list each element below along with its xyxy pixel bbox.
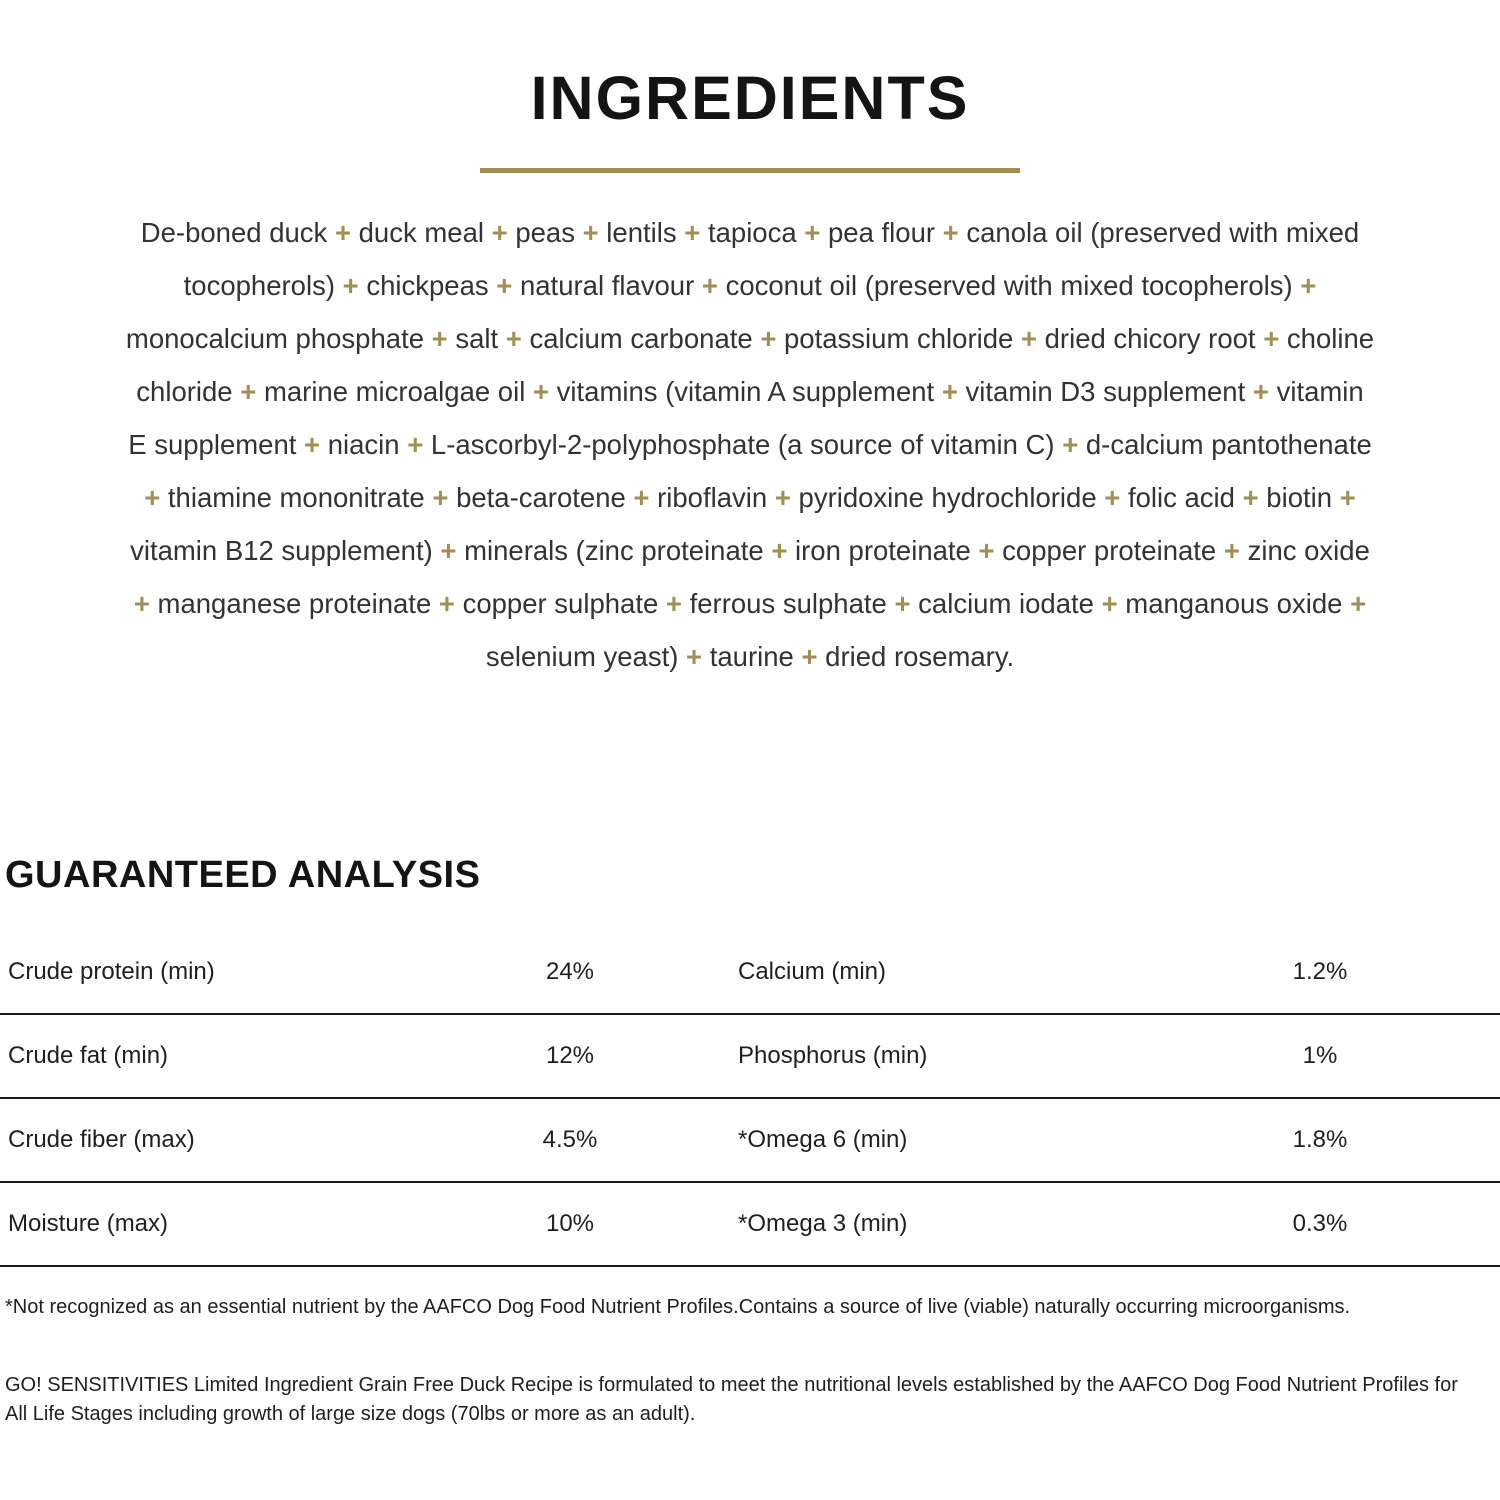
analysis-left-label: Crude fat (min) xyxy=(8,1042,169,1069)
plus-separator: + xyxy=(633,482,650,513)
analysis-row xyxy=(0,1015,1500,1099)
ingredients-line: monocalcium phosphate + salt + calcium carbonate + potassium chloride + dried chicory root + choline xyxy=(125,323,1375,354)
analysis-left-value: 4.5% xyxy=(542,1126,598,1153)
plus-separator: + xyxy=(304,429,321,460)
plus-separator: + xyxy=(582,217,599,248)
plus-separator: + xyxy=(684,217,701,248)
analysis-row xyxy=(0,931,1500,1015)
aafco-footnote: *Not recognized as an essential nutrient by the AAFCO Dog Food Nutrient Profiles.Contains a source of live (viable) naturally occurring microorganisms. xyxy=(5,1296,1351,1318)
analysis-right-label: *Omega 6 (min) xyxy=(738,1126,908,1153)
ingredients-line: selenium yeast) + taurine + dried rosemary. xyxy=(485,641,1015,672)
gold-divider-rule xyxy=(480,168,1020,173)
analysis-left-label: Crude protein (min) xyxy=(8,958,215,985)
page-title: INGREDIENTS xyxy=(530,64,970,132)
analysis-left-label: Crude fiber (max) xyxy=(8,1126,195,1153)
plus-separator: + xyxy=(432,482,449,513)
plus-separator: + xyxy=(978,535,995,566)
plus-separator: + xyxy=(941,376,958,407)
analysis-right-value: 1% xyxy=(1302,1042,1338,1069)
header xyxy=(0,0,1500,173)
ingredients-line: chloride + marine microalgae oil + vitamins (vitamin A supplement + vitamin D3 supplement + vitamin xyxy=(136,376,1364,407)
plus-separator: + xyxy=(505,323,522,354)
analysis-right-value: 1.2% xyxy=(1292,958,1348,985)
plus-separator: + xyxy=(1339,482,1356,513)
plus-separator: + xyxy=(440,535,457,566)
guaranteed-analysis-heading: GUARANTEED ANALYSIS xyxy=(5,854,481,896)
plus-separator: + xyxy=(240,376,257,407)
plus-separator: + xyxy=(407,429,424,460)
plus-separator: + xyxy=(342,270,359,301)
plus-separator: + xyxy=(665,588,682,619)
ingredients-line: + manganese proteinate + copper sulphate + ferrous sulphate + calcium iodate + manganous oxide + xyxy=(133,588,1367,619)
plus-separator: + xyxy=(801,641,818,672)
plus-separator: + xyxy=(1062,429,1079,460)
analysis-row xyxy=(0,1099,1500,1183)
plus-separator: + xyxy=(894,588,911,619)
plus-separator: + xyxy=(1263,323,1280,354)
plus-separator: + xyxy=(774,482,791,513)
plus-separator: + xyxy=(133,588,150,619)
plus-separator: + xyxy=(334,217,351,248)
analysis-right-label: Calcium (min) xyxy=(738,958,887,985)
ingredients-line: E supplement + niacin + L-ascorbyl-2-polyphosphate (a source of vitamin C) + d-calcium pantothenate xyxy=(128,429,1372,460)
plus-separator: + xyxy=(942,217,959,248)
analysis-left-value: 24% xyxy=(545,958,595,985)
aafco-statement: GO! SENSITIVITIES Limited Ingredient Grain Free Duck Recipe is formulated to meet the nutritional levels established by the AAFCO Dog Food Nutrient Profiles for All Life Stages including growth of large size dogs (70lbs or more as an adult). xyxy=(5,1374,1458,1425)
analysis-right-label: *Omega 3 (min) xyxy=(738,1210,908,1237)
analysis-left-label: Moisture (max) xyxy=(8,1210,169,1237)
plus-separator: + xyxy=(1300,270,1317,301)
analysis-right-label: Phosphorus (min) xyxy=(738,1042,928,1069)
analysis-row xyxy=(0,1183,1500,1267)
plus-separator: + xyxy=(1223,535,1240,566)
plus-separator: + xyxy=(431,323,448,354)
ingredients-line: De-boned duck + duck meal + peas + lentils + tapioca + pea flour + canola oil (preserved with mixed xyxy=(140,217,1360,248)
plus-separator: + xyxy=(1242,482,1259,513)
plus-separator: + xyxy=(496,270,513,301)
analysis-left-value: 12% xyxy=(545,1042,595,1069)
plus-separator: + xyxy=(686,641,703,672)
plus-separator: + xyxy=(1350,588,1367,619)
plus-separator: + xyxy=(1104,482,1121,513)
plus-separator: + xyxy=(438,588,455,619)
analysis-left-value: 10% xyxy=(545,1210,595,1237)
plus-separator: + xyxy=(1020,323,1037,354)
plus-separator: + xyxy=(144,482,161,513)
guaranteed-analysis-table xyxy=(0,931,1500,1267)
plus-separator: + xyxy=(771,535,788,566)
ingredients-list xyxy=(0,206,1500,683)
analysis-right-value: 0.3% xyxy=(1292,1210,1348,1237)
plus-separator: + xyxy=(491,217,508,248)
plus-separator: + xyxy=(1101,588,1118,619)
plus-separator: + xyxy=(804,217,821,248)
ingredients-line: tocopherols) + chickpeas + natural flavour + coconut oil (preserved with mixed tocopherols) + xyxy=(183,270,1317,301)
plus-separator: + xyxy=(760,323,777,354)
ingredients-line: vitamin B12 supplement) + minerals (zinc proteinate + iron proteinate + copper proteinate + zinc oxide xyxy=(130,535,1370,566)
plus-separator: + xyxy=(701,270,718,301)
analysis-right-value: 1.8% xyxy=(1292,1126,1348,1153)
plus-separator: + xyxy=(532,376,550,407)
ingredients-line: + thiamine mononitrate + beta-carotene + riboflavin + pyridoxine hydrochloride + folic acid + biotin + xyxy=(144,482,1356,513)
plus-separator: + xyxy=(1252,376,1269,407)
